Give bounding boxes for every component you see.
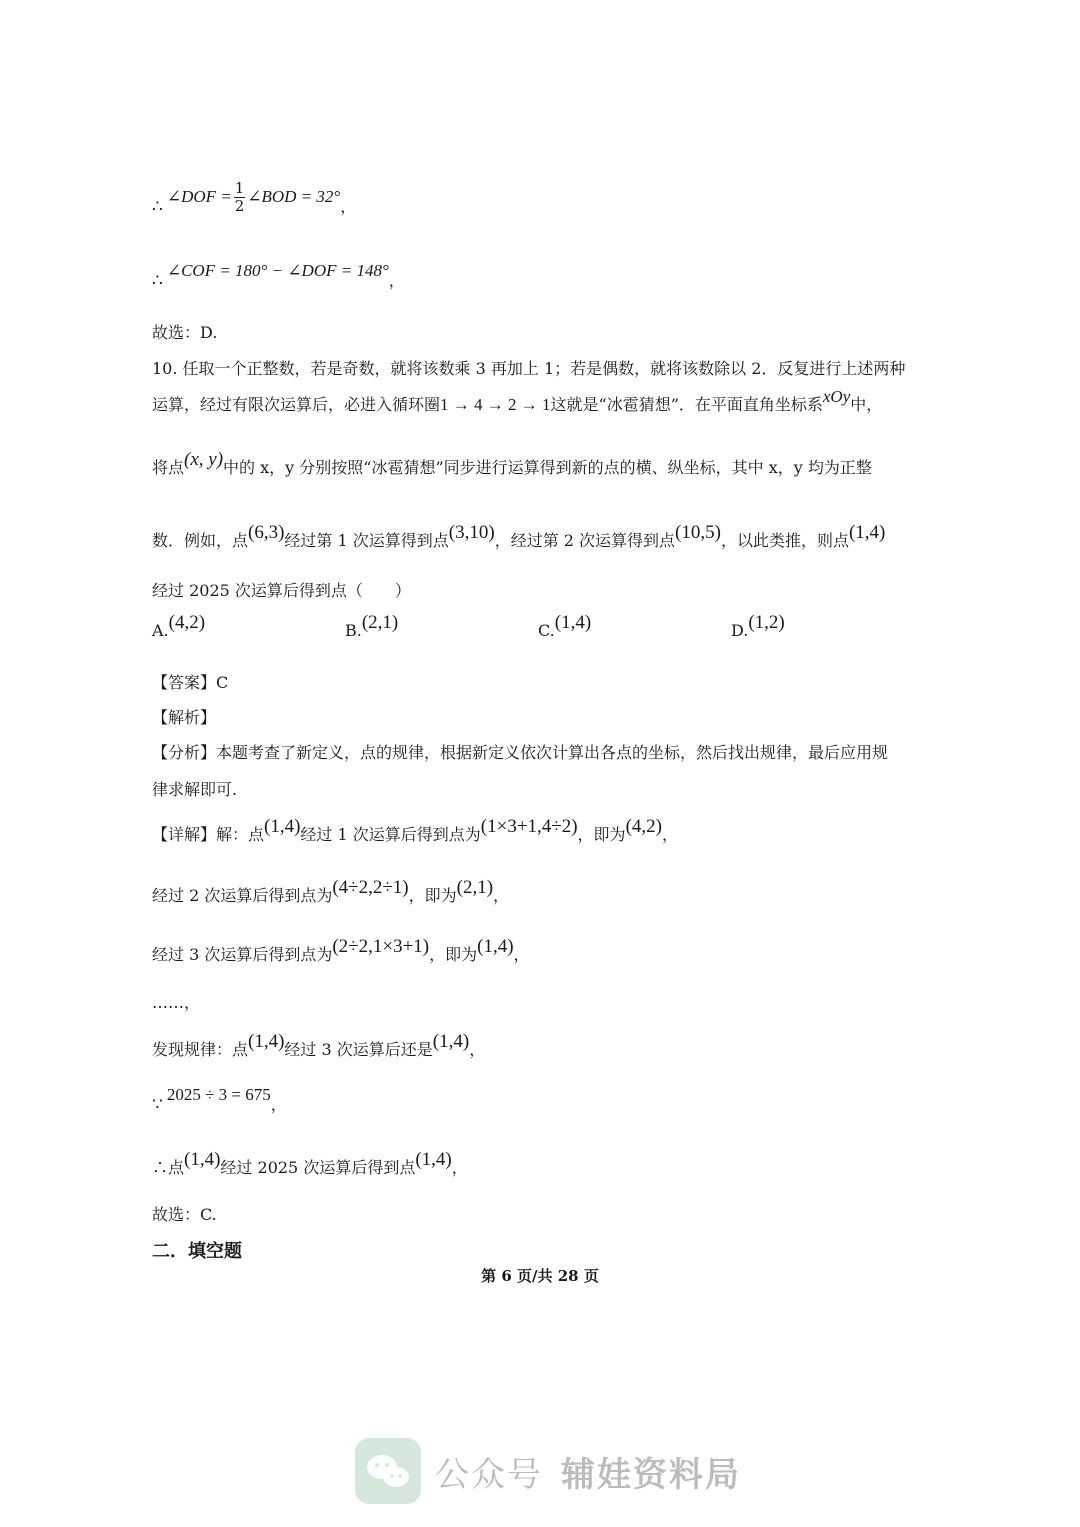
point-1-4: (1,4) bbox=[848, 522, 886, 543]
therefore-symbol: ∴ bbox=[152, 271, 163, 291]
analysis-title: 【解析】 bbox=[152, 708, 217, 727]
wechat-icon bbox=[355, 1438, 421, 1504]
solution-step-1 bbox=[152, 180, 356, 215]
detail-line-3: 经过 3 次运算后得到点为(2÷2,1×3+1)，即为(1,4)， bbox=[152, 936, 530, 964]
question-line-3: 将点(x, y)中的 x，y 分别按照“冰雹猜想”同步进行运算得到新的点的横、纵坐标，其中 x，y 均为正整 bbox=[152, 449, 872, 477]
solution-step-2 bbox=[152, 258, 405, 291]
because-symbol: ∵ bbox=[152, 1095, 163, 1115]
option-b: B.(2,1) bbox=[345, 612, 399, 640]
analysis-line-2: 律求解即可. bbox=[152, 780, 238, 799]
hailstone-cycle: 1 → 4 → 2 → 1 bbox=[440, 395, 551, 414]
watermark bbox=[355, 1437, 741, 1505]
option-a: A.(4,2) bbox=[152, 612, 206, 640]
detail-line-7: ∴点(1,4)经过 2025 次运算后得到点(1,4)， bbox=[152, 1149, 468, 1177]
previous-answer: 故选：D. bbox=[152, 323, 218, 342]
step2-expr: ∠COF = 180° − ∠DOF = 148° bbox=[166, 261, 389, 280]
point-10-5: (10,5) bbox=[675, 522, 721, 543]
question-line-2: 运算，经过有限次运算后，必进入循环圈1 → 4 → 2 → 1这就是“冰雹猜想”．在平面直角坐标系xOy中， bbox=[152, 387, 883, 414]
watermark-name: 辅娃资料局 bbox=[561, 1454, 741, 1495]
step1-lhs: ∠DOF = bbox=[166, 187, 232, 206]
option-c: C.(1,4) bbox=[538, 612, 592, 640]
step1-rhs: ∠BOD = 32° bbox=[247, 187, 341, 206]
detail-line-2: 经过 2 次运算后得到点为(4÷2,2÷1)，即为(2,1)， bbox=[152, 877, 510, 905]
question-line-1: 10. 任取一个正整数，若是奇数，就将该数乘 3 再加上 1；若是偶数，就将该数除以 2．反复进行上述两种 bbox=[152, 359, 906, 378]
therefore-symbol: ∴ bbox=[152, 197, 163, 217]
step2-tail: ， bbox=[388, 271, 405, 290]
coordinate-system-xoy: xOy bbox=[822, 387, 851, 406]
answer-line: 【答案】C bbox=[152, 673, 229, 692]
detail-line-5: 发现规律：点(1,4)经过 3 次运算后还是(1,4)， bbox=[152, 1031, 486, 1059]
detail-line-1: 【详解】解：点(1,4)经过 1 次运算后得到点为(1×3+1,4÷2)，即为(4,2)， bbox=[152, 816, 678, 844]
page-footer: 第 6 页/共 28 页 bbox=[481, 1267, 599, 1285]
point-xy: (x, y) bbox=[184, 449, 224, 470]
section-heading: 二．填空题 bbox=[152, 1241, 242, 1262]
detail-ellipsis: ……， bbox=[152, 993, 201, 1012]
detail-line-6: ∵2025 ÷ 3 = 675， bbox=[152, 1085, 287, 1115]
fraction-half: $\frac{1}{2}$ bbox=[234, 179, 245, 215]
question-line-5: 经过 2025 次运算后得到点（ ） bbox=[152, 581, 411, 600]
point-3-10: (3,10) bbox=[448, 522, 495, 543]
question-line-4: 数．例如，点(6,3)经过第 1 次运算得到点(3,10)，经过第 2 次运算得到点(10,5)，以此类推，则点(1,4) bbox=[152, 522, 886, 550]
point-6-3: (6,3) bbox=[248, 522, 285, 543]
detail-conclusion: 故选：C. bbox=[152, 1205, 217, 1224]
step1-tail: ， bbox=[340, 197, 357, 216]
option-d: D.(1,2) bbox=[731, 612, 785, 640]
analysis-line-1: 【分析】本题考查了新定义，点的规律，根据新定义依次计算出各点的坐标，然后找出规律，最后应用规 bbox=[152, 743, 889, 762]
watermark-prefix: 公众号 bbox=[435, 1454, 543, 1495]
